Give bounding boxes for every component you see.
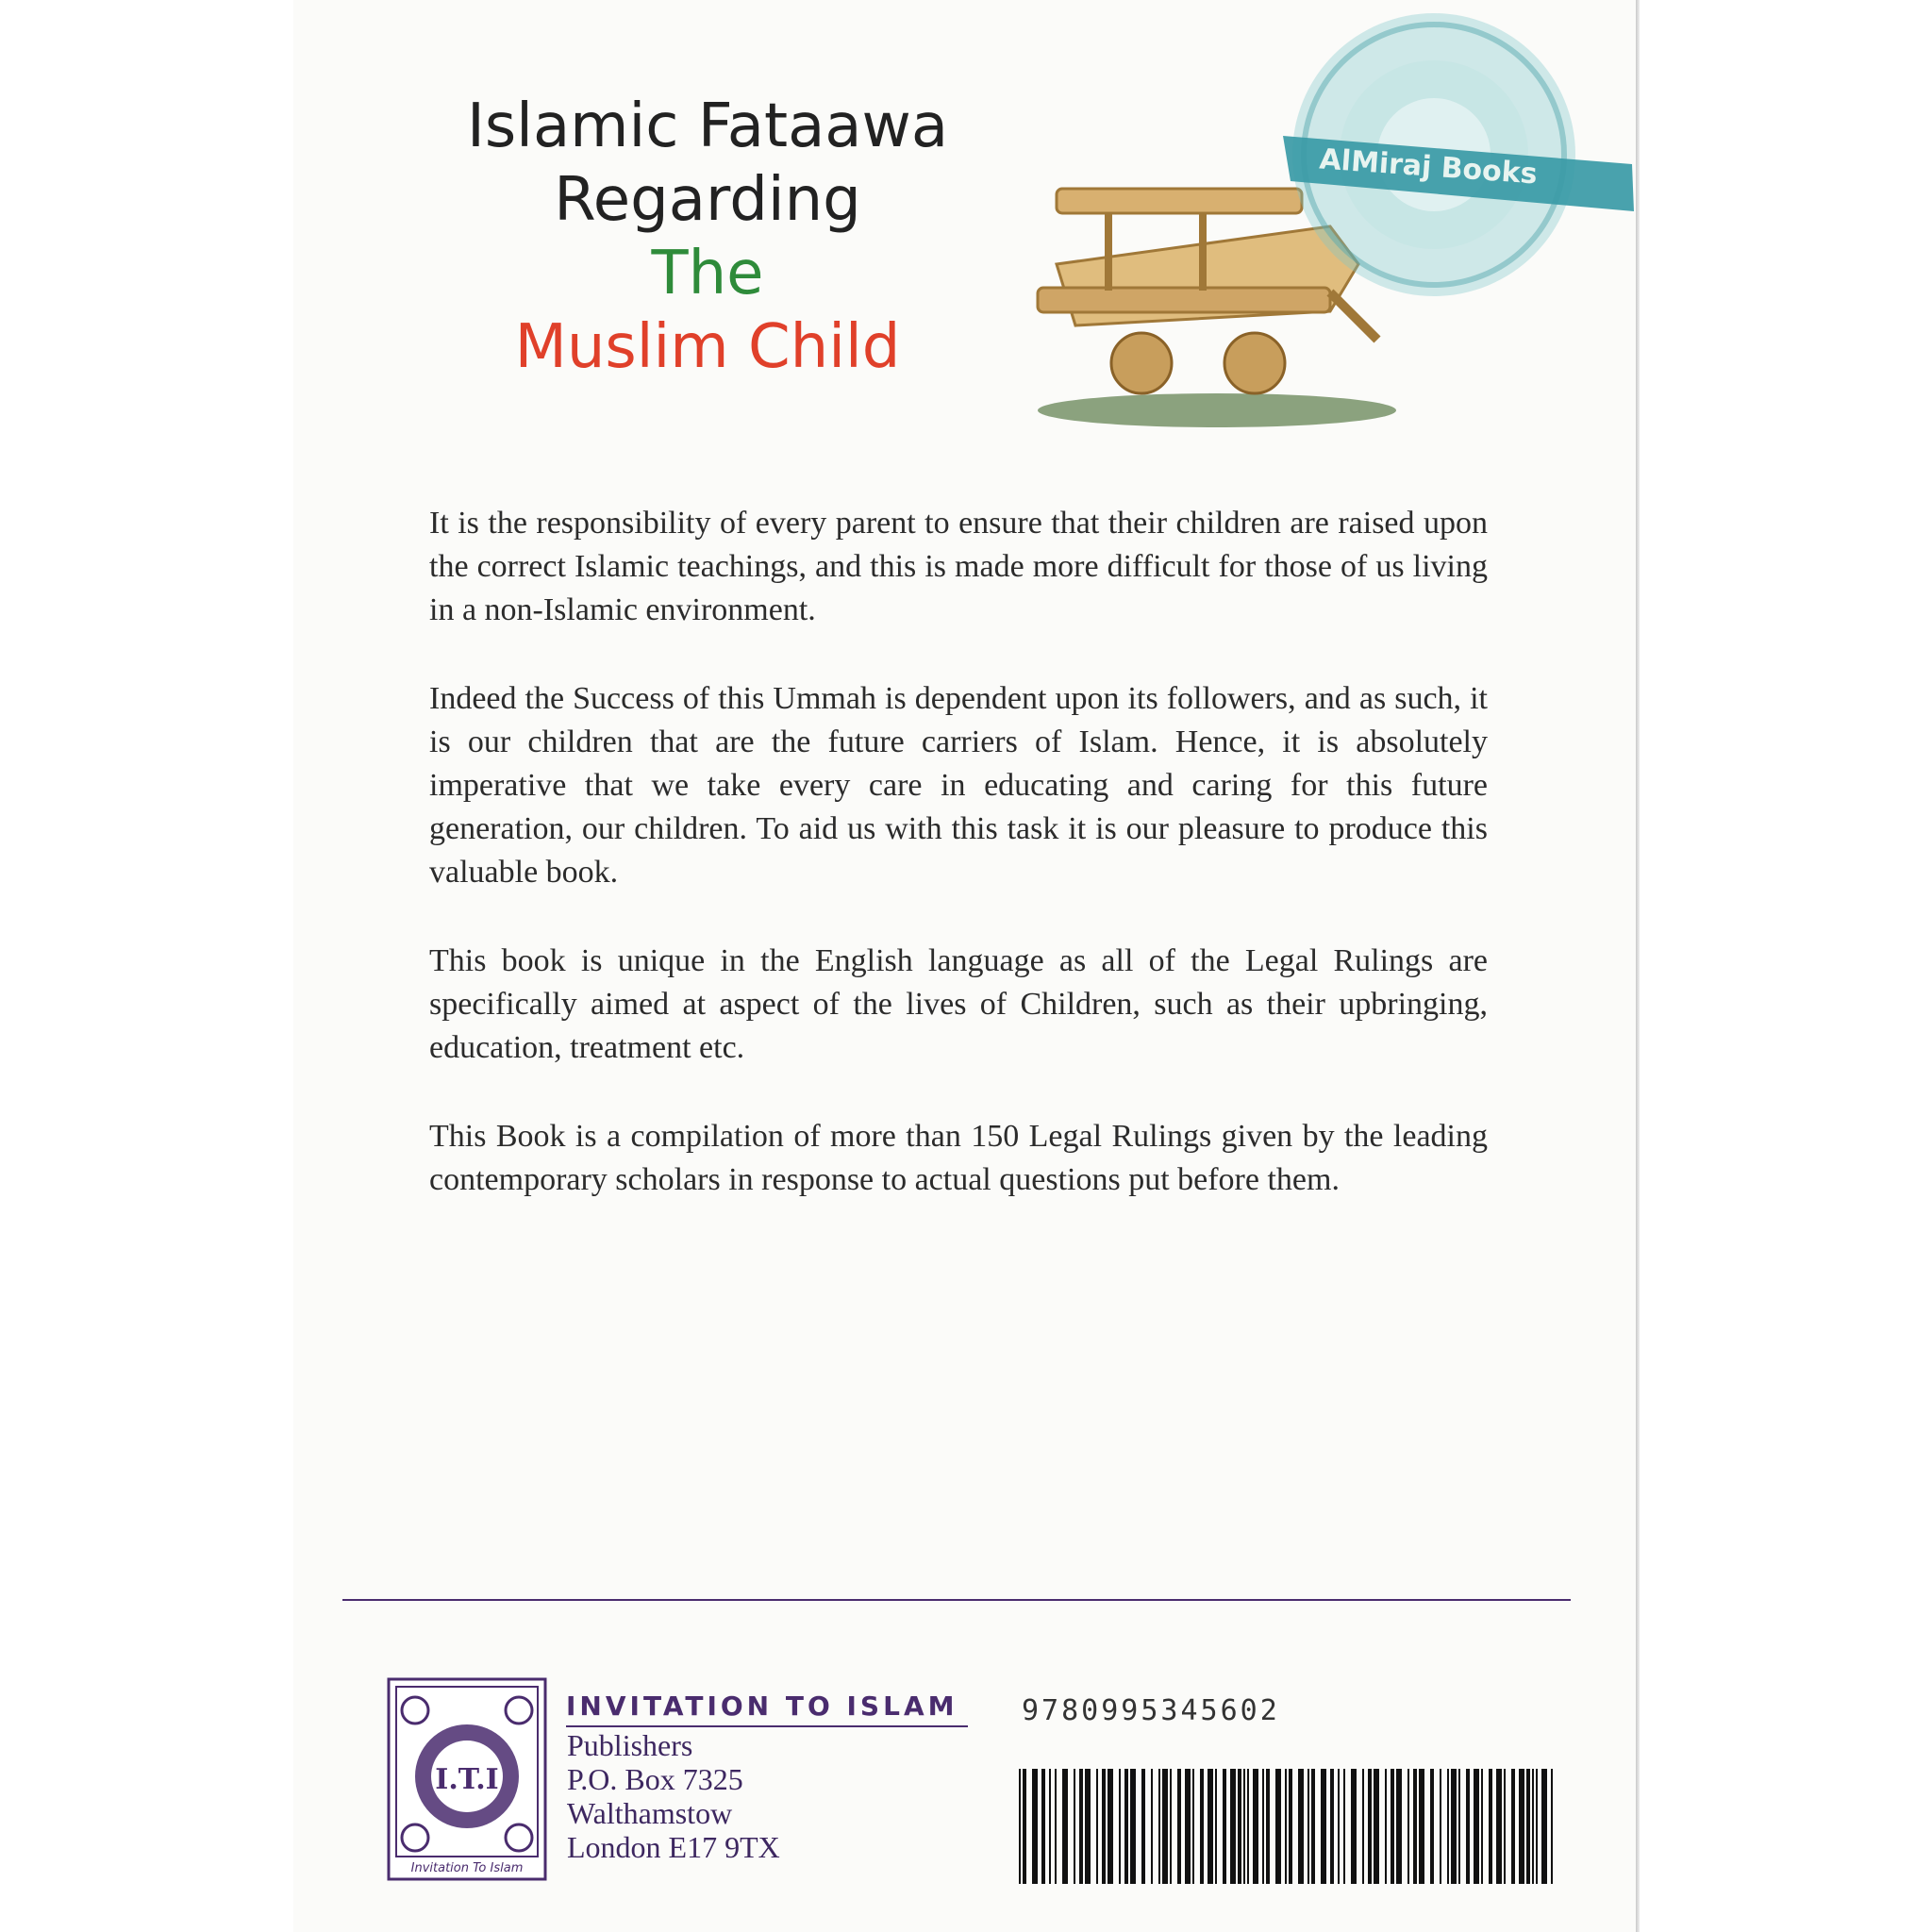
title-line-2: Regarding (554, 165, 861, 235)
barcode-bar (1407, 1769, 1409, 1884)
barcode-bar (1177, 1769, 1181, 1884)
barcode-bar (1019, 1769, 1021, 1884)
barcode-bar (1440, 1769, 1441, 1884)
barcode-bar (1474, 1769, 1479, 1884)
barcode-bar (1275, 1769, 1281, 1884)
barcode-bar (1526, 1769, 1530, 1884)
barcode-bar (1102, 1769, 1106, 1884)
barcode-bar (1362, 1769, 1364, 1884)
paragraph: Indeed the Success of this Ummah is dependent upon its followers, and as such, it is our children that are the future carriers of Islam. Hence, it is absolutely imperative that we take every care in educating and caring for this future generation, our children. To aid us with this task it is our pleasure to produce this valuable book. (429, 681, 1488, 890)
barcode-bar (1396, 1769, 1402, 1884)
barcode-bar (1289, 1769, 1292, 1884)
description (429, 502, 1488, 1247)
barcode-bar (1298, 1769, 1304, 1884)
address-line: P.O. Box 7325 (567, 1762, 743, 1796)
barcode-bar (1321, 1769, 1326, 1884)
barcode-bar (1049, 1769, 1051, 1884)
logo-letters: I.T.I (435, 1763, 499, 1796)
barcode-bar (1223, 1769, 1226, 1884)
address-line: Publishers (567, 1728, 693, 1762)
barcode-bar (1262, 1769, 1264, 1884)
address-line: Walthamstow (567, 1796, 733, 1830)
title-line-4: Muslim Child (514, 312, 901, 382)
barcode-bar (1447, 1769, 1449, 1884)
barcode-bar (1079, 1769, 1083, 1884)
barcode-bar (1192, 1769, 1194, 1884)
barcode-bar (1158, 1769, 1160, 1884)
isbn-number: 9780995345602 (1022, 1694, 1280, 1727)
footer-divider (342, 1599, 1571, 1601)
publisher-name: INVITATION TO ISLAM (566, 1690, 968, 1727)
barcode-bar (1519, 1769, 1524, 1884)
barcode-bar (1391, 1769, 1394, 1884)
barcode-bar (1032, 1769, 1038, 1884)
barcode-bar (1338, 1769, 1340, 1884)
barcode-bar (1130, 1769, 1136, 1884)
publisher-address (567, 1728, 780, 1864)
barcode-bar (1532, 1769, 1534, 1884)
barcode-bar (1536, 1769, 1538, 1884)
barcode-bar (1551, 1769, 1553, 1884)
barcode-bar (1041, 1769, 1045, 1884)
barcode-bar (1285, 1769, 1287, 1884)
barcode-bar (1096, 1769, 1098, 1884)
barcode-bar (1466, 1769, 1470, 1884)
barcode-bar (1451, 1769, 1457, 1884)
address-line: London E17 9TX (567, 1830, 780, 1864)
barcode-bar (1243, 1769, 1245, 1884)
barcode-bar (1151, 1769, 1153, 1884)
barcode-bar (1504, 1769, 1506, 1884)
barcode-bar (1238, 1769, 1241, 1884)
paragraph: This Book is a compilation of more than 150 Legal Rulings given by the leading contemporary scholars in response to actual questions put before them. (429, 1119, 1488, 1197)
barcode-bar (1170, 1769, 1172, 1884)
almiraj-books-watermark (1283, 13, 1641, 296)
barcode-bar (1430, 1769, 1434, 1884)
barcode-bar (1311, 1769, 1315, 1884)
barcode-bar (1200, 1769, 1204, 1884)
barcode-bar (1385, 1769, 1387, 1884)
barcode-bar (1124, 1769, 1128, 1884)
title-line-3: The (651, 239, 764, 308)
barcode-bar (1511, 1769, 1515, 1884)
barcode-bar (1413, 1769, 1417, 1884)
barcode-bar (1230, 1769, 1236, 1884)
barcode-bar (1330, 1769, 1334, 1884)
barcode-bar (1496, 1769, 1502, 1884)
barcode-bar (1162, 1769, 1168, 1884)
barcode-bar (1141, 1769, 1145, 1884)
barcode-bar (1062, 1769, 1068, 1884)
barcode-bar (1185, 1769, 1191, 1884)
logo-caption: Invitation To Islam (410, 1861, 524, 1875)
barcode-bar (1055, 1769, 1057, 1884)
paragraph: It is the responsibility of every parent to ensure that their children are raised upon the correct Islamic teachings, and this is made more difficult for those of us living in a non-Islamic environment. (429, 506, 1488, 627)
barcode-bar (1481, 1769, 1483, 1884)
barcode-bar (1208, 1769, 1213, 1884)
barcode (1019, 1769, 1557, 1884)
barcode-bar (1119, 1769, 1121, 1884)
barcode-bar (1266, 1769, 1270, 1884)
book-title (434, 90, 981, 384)
barcode-bar (1023, 1769, 1026, 1884)
barcode-bar (1247, 1769, 1249, 1884)
watermark-label: AlMiraj Books (1318, 142, 1539, 192)
barcode-bar (1541, 1769, 1547, 1884)
paragraph: This book is unique in the English language as all of the Legal Rulings are specifically aimed at aspect of the lives of Children, such as their upbringing, education, treatment etc. (429, 943, 1488, 1065)
barcode-bar (1374, 1769, 1379, 1884)
barcode-bar (1085, 1769, 1091, 1884)
barcode-bar (1458, 1769, 1460, 1884)
barcode-bar (1419, 1769, 1424, 1884)
publisher-logo (387, 1677, 547, 1881)
barcode-bar (1368, 1769, 1372, 1884)
barcode-bar (1343, 1769, 1345, 1884)
barcode-bar (1253, 1769, 1258, 1884)
barcode-bar (1489, 1769, 1492, 1884)
barcode-bar (1307, 1769, 1309, 1884)
barcode-bar (1351, 1769, 1357, 1884)
barcode-bar (1074, 1769, 1075, 1884)
barcode-bar (1215, 1769, 1217, 1884)
title-line-1: Islamic Fataawa (466, 92, 949, 161)
barcode-bar (1108, 1769, 1113, 1884)
